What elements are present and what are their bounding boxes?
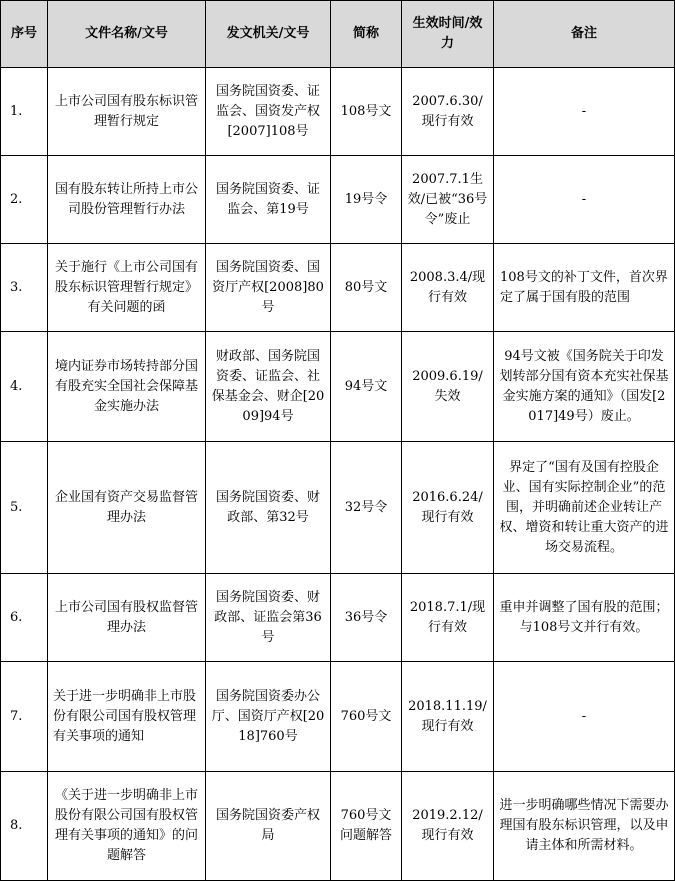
row-effective: 2019.2.12/现行有效 [402,772,494,881]
table-row [1,332,675,442]
row-index: 8. [1,772,48,881]
row-index: 1. [1,68,48,156]
row-name: 《关于进一步明确非上市股份有限公司国有股权管理有关事项的通知》的问题解答 [48,772,206,881]
row-short: 19号令 [331,156,402,244]
row-index: 2. [1,156,48,244]
row-remark: - [494,662,675,772]
row-effective: 2018.7.1/现行有效 [402,574,494,662]
row-name: 企业国有资产交易监督管理办法 [48,442,206,574]
row-name: 上市公司国有股权监督管理办法 [48,574,206,662]
row-issuer: 国务院国资委、财政部、证监会第36号 [206,574,331,662]
row-short: 80号文 [331,244,402,332]
row-remark: 界定了“国有及国有控股企业、国有实际控制企业”的范围，并明确前述企业转让产权、增资和转让重大资产的进场交易流程。 [494,442,675,574]
row-name: 国有股东转让所持上市公司股份管理暂行办法 [48,156,206,244]
row-name: 关于施行《上市公司国有股东标识管理暂行规定》有关问题的函 [48,244,206,332]
table-row [1,68,675,156]
row-name: 境内证券市场转持部分国有股充实全国社会保障基金实施办法 [48,332,206,442]
row-short: 94号文 [331,332,402,442]
header-name: 文件名称/文号 [48,1,206,68]
header-short: 简称 [331,1,402,68]
row-issuer: 国务院国资委、财政部、第32号 [206,442,331,574]
table-row [1,442,675,574]
table-row [1,244,675,332]
header-row [1,1,675,68]
row-short: 760号文 [331,662,402,772]
row-effective: 2007.6.30/现行有效 [402,68,494,156]
row-remark: 108号文的补丁文件，首次界定了属于国有股的范围 [494,244,675,332]
row-short: 32号令 [331,442,402,574]
row-issuer: 国务院国资委、证监会、国资发产权[2007]108号 [206,68,331,156]
header-issuer: 发文机关/文号 [206,1,331,68]
table-row [1,662,675,772]
row-name: 关于进一步明确非上市股份有限公司国有股权管理有关事项的通知 [48,662,206,772]
row-issuer: 国务院国资委、国资厅产权[2008]80号 [206,244,331,332]
table-row [1,772,675,881]
row-issuer: 国务院国资委办公厅、国资厅产权[2018]760号 [206,662,331,772]
row-remark: 进一步明确哪些情况下需要办理国有股东标识管理，以及申请主体和所需材料。 [494,772,675,881]
row-index: 6. [1,574,48,662]
row-short: 760号文问题解答 [331,772,402,881]
row-name: 上市公司国有股东标识管理暂行规定 [48,68,206,156]
row-issuer: 国务院国资委、证监会、第19号 [206,156,331,244]
row-remark: - [494,68,675,156]
header-effective: 生效时间/效力 [402,1,494,68]
header-index: 序号 [1,1,48,68]
row-short: 108号文 [331,68,402,156]
row-index: 3. [1,244,48,332]
table-row [1,574,675,662]
row-remark: 94号文被《国务院关于印发划转部分国有资本充实社保基金实施方案的通知》（国发[2017]49号）废止。 [494,332,675,442]
row-effective: 2007.7.1生效/已被“36号令”废止 [402,156,494,244]
header-remark: 备注 [494,1,675,68]
row-issuer: 国务院国资委产权局 [206,772,331,881]
row-effective: 2008.3.4/现行有效 [402,244,494,332]
row-index: 4. [1,332,48,442]
row-effective: 2009.6.19/失效 [402,332,494,442]
row-remark: - [494,156,675,244]
row-short: 36号令 [331,574,402,662]
row-index: 5. [1,442,48,574]
table-row [1,156,675,244]
row-issuer: 财政部、国务院国资委、证监会、社保基金会、财企[2009]94号 [206,332,331,442]
row-index: 7. [1,662,48,772]
row-effective: 2018.11.19/现行有效 [402,662,494,772]
row-effective: 2016.6.24/现行有效 [402,442,494,574]
row-remark: 重申并调整了国有股的范围；与108号文并行有效。 [494,574,675,662]
